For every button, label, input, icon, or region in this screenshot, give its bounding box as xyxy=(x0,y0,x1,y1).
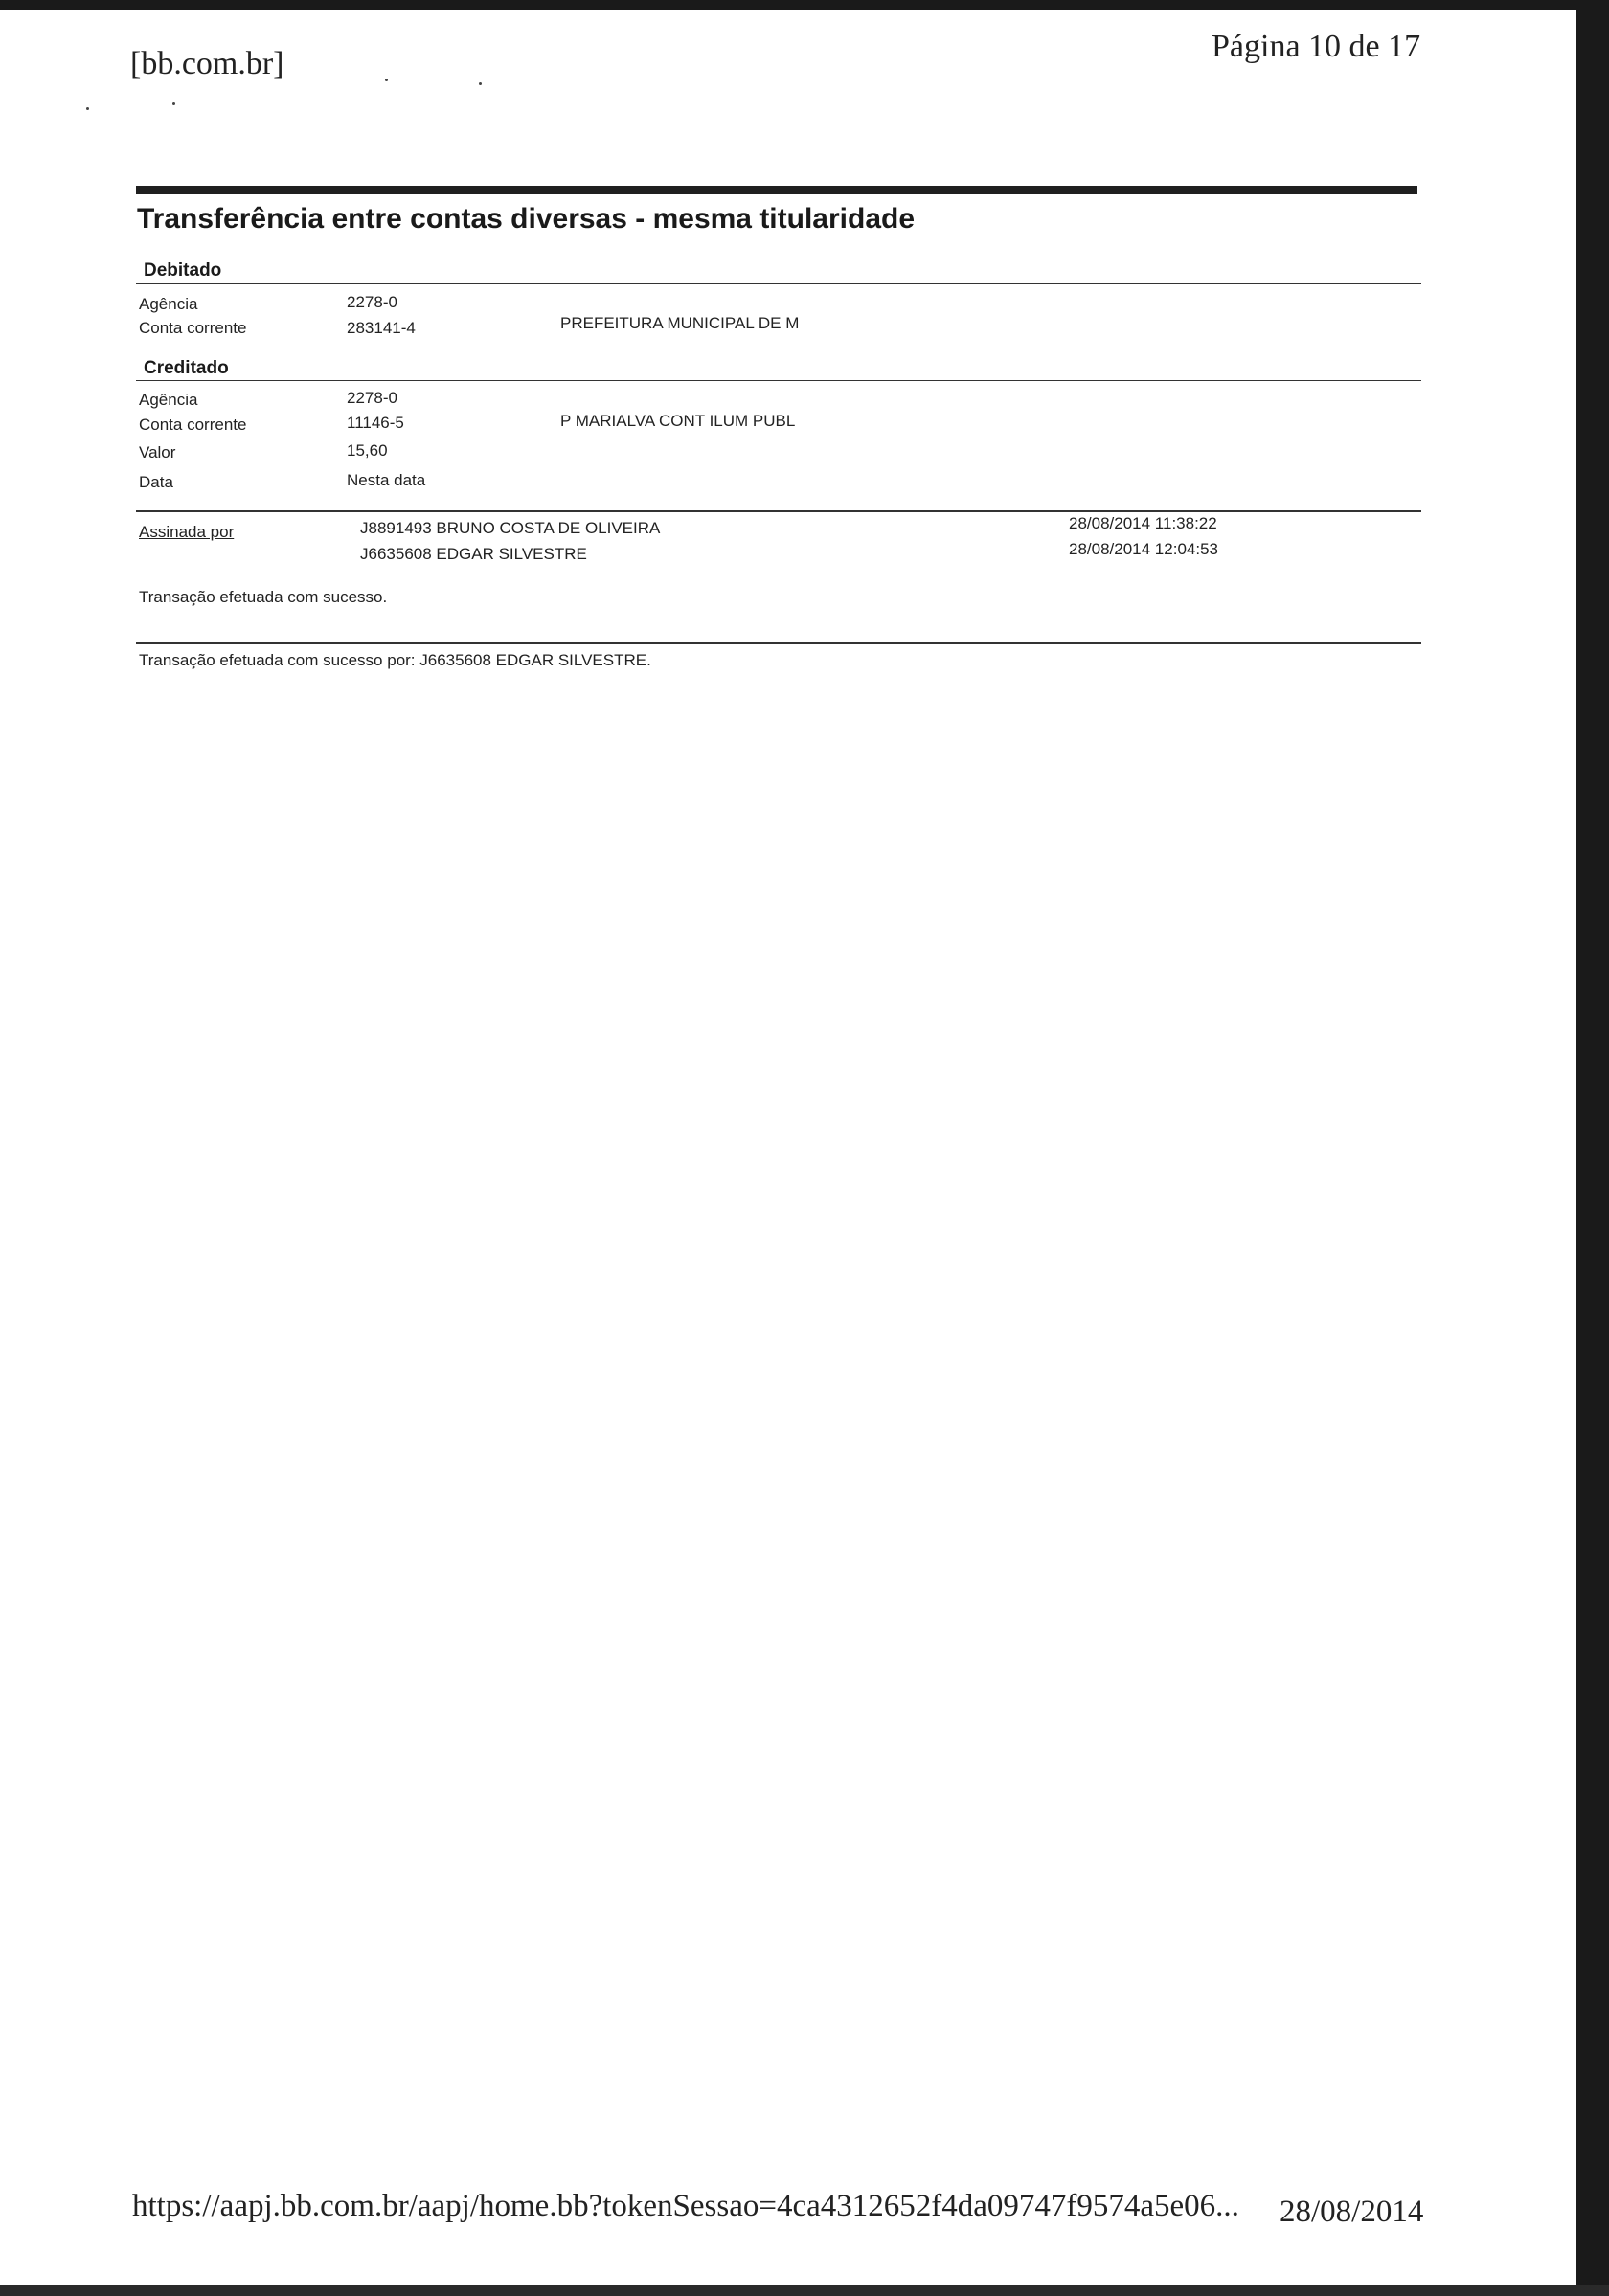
signer-datetime: 28/08/2014 11:38:22 xyxy=(1069,514,1217,532)
creditado-valor-value: 15,60 xyxy=(347,441,388,460)
debitado-rule xyxy=(136,283,1421,284)
scan-speck xyxy=(385,79,388,81)
debitado-agencia-value: 2278-0 xyxy=(347,293,397,311)
debitado-heading: Debitado xyxy=(144,260,222,281)
title-top-rule xyxy=(136,186,1417,194)
debitado-agencia-label: Agência xyxy=(139,295,198,313)
creditado-data-label: Data xyxy=(139,473,173,491)
status-rule xyxy=(136,642,1421,644)
footer-url: https://aapj.bb.com.br/aapj/home.bb?tokenSessao=4ca43126​52f4da09747f9574a5e06... xyxy=(132,2189,1239,2223)
scan-border-bottom xyxy=(0,2285,1609,2296)
debitado-conta-value: 283141-4 xyxy=(347,319,416,337)
scan-speck xyxy=(479,82,482,85)
signer-datetime: 28/08/2014 12:04:53 xyxy=(1069,540,1218,558)
debitado-titular: PREFEITURA MUNICIPAL DE M xyxy=(560,314,800,332)
transaction-status: Transação efetuada com sucesso. xyxy=(139,588,388,606)
scan-speck xyxy=(172,102,175,105)
debitado-conta-label: Conta corrente xyxy=(139,319,247,337)
creditado-heading: Creditado xyxy=(144,358,229,378)
creditado-titular: P MARIALVA CONT ILUM PUBL xyxy=(560,412,796,430)
creditado-conta-label: Conta corrente xyxy=(139,416,247,434)
creditado-data-value: Nesta data xyxy=(347,471,426,489)
creditado-conta-value: 11146-5 xyxy=(347,414,404,432)
creditado-agencia-value: 2278-0 xyxy=(347,389,397,407)
creditado-valor-label: Valor xyxy=(139,443,176,461)
footer-date: 28/08/2014 xyxy=(1280,2195,1424,2229)
creditado-agencia-label: Agência xyxy=(139,391,198,409)
document-title: Transferência entre contas diversas - mesma titularidade xyxy=(137,203,916,235)
assinada-por-label: Assinada por xyxy=(139,523,235,541)
scan-border-top xyxy=(0,0,1609,10)
header-page-number: Página 10 de 17 xyxy=(1212,29,1421,64)
scan-border-right xyxy=(1576,0,1609,2296)
assinaturas-rule xyxy=(136,510,1421,512)
scan-speck xyxy=(86,107,89,110)
header-site: [bb.com.br] xyxy=(130,46,284,81)
signer-name: J6635608 EDGAR SILVESTRE xyxy=(360,545,587,563)
transaction-status-by: Transação efetuada com sucesso por: J6635608 EDGAR SILVESTRE. xyxy=(139,651,651,669)
creditado-rule xyxy=(136,380,1421,381)
signer-name: J8891493 BRUNO COSTA DE OLIVEIRA xyxy=(360,519,661,537)
